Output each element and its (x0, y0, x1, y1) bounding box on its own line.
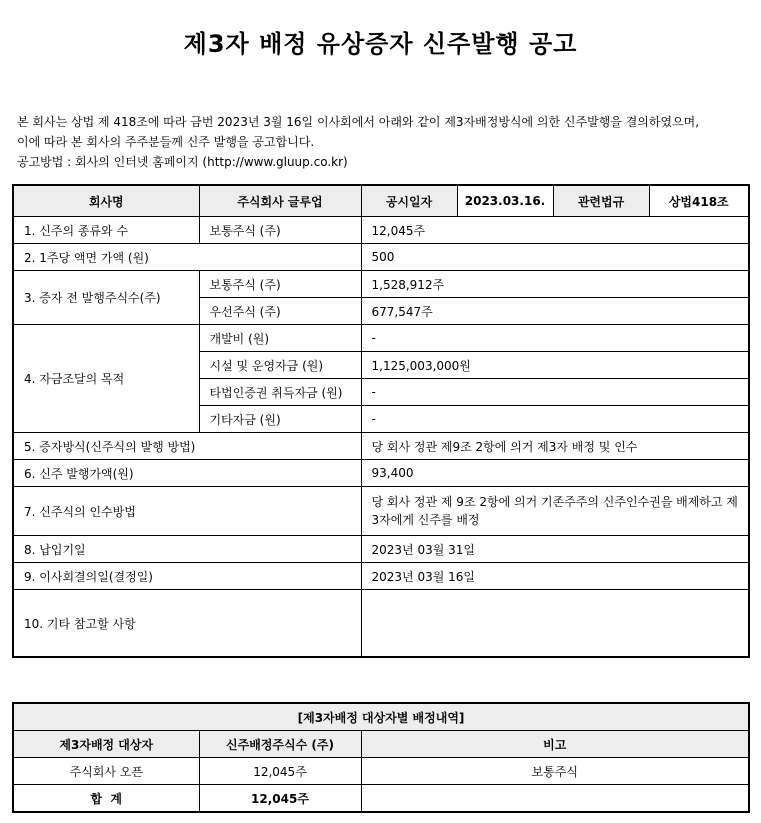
intro-line-3: 공고방법 : 회사의 인터넷 홈페이지 (http://www.gluup.co.kr) (17, 155, 348, 169)
row-value: - (361, 406, 749, 433)
row-value: 1,125,003,000원 (361, 352, 749, 379)
allocation-caption-row (13, 703, 749, 731)
table-row (13, 460, 749, 487)
table-row (13, 758, 749, 785)
row-sublabel: 보통주식 (주) (199, 217, 361, 244)
row-label: 6. 신주 발행가액(원) (13, 460, 361, 487)
row-value: - (361, 325, 749, 352)
table-row (13, 244, 749, 271)
table-row (13, 536, 749, 563)
company-name: 주식회사 글루업 (199, 185, 361, 217)
table-row (13, 487, 749, 536)
allocation-col-shares: 신주배정주식수 (주) (199, 731, 361, 758)
row-sublabel: 우선주식 (주) (199, 298, 361, 325)
row-sublabel: 보통주식 (주) (199, 271, 361, 298)
allocation-header-row (13, 731, 749, 758)
row-label: 9. 이사회결의일(결정일) (13, 563, 361, 590)
allocation-col-note: 비고 (361, 731, 749, 758)
allocation-total-row (13, 785, 749, 813)
allocation-recipient: 주식회사 오픈 (13, 758, 199, 785)
disclosure-date: 2023.03.16. (457, 185, 553, 217)
row-value: 93,400 (361, 460, 749, 487)
row-label: 8. 납입기일 (13, 536, 361, 563)
allocation-total-label: 합 계 (13, 785, 199, 813)
row-sublabel: 시설 및 운영자금 (원) (199, 352, 361, 379)
row-label: 10. 기타 참고할 사항 (13, 590, 361, 658)
table-row (13, 590, 749, 658)
allocation-shares: 12,045주 (199, 758, 361, 785)
allocation-caption: [제3자배정 대상자별 배정내역] (13, 703, 749, 731)
row-label: 3. 증자 전 발행주식수(주) (13, 271, 199, 325)
row-label: 4. 자금조달의 목적 (13, 325, 199, 433)
row-value: 1,528,912주 (361, 271, 749, 298)
row-value: 677,547주 (361, 298, 749, 325)
related-law: 상법418조 (649, 185, 749, 217)
table-row (13, 325, 749, 352)
row-label: 1. 신주의 종류와 수 (13, 217, 199, 244)
company-label: 회사명 (13, 185, 199, 217)
row-value: 500 (361, 244, 749, 271)
allocation-note: 보통주식 (361, 758, 749, 785)
row-label: 2. 1주당 액면 가액 (원) (13, 244, 361, 271)
row-value: 2023년 03월 16일 (361, 563, 749, 590)
intro-line-2: 이에 따라 본 회사의 주주분들께 신주 발행을 공고합니다. (17, 135, 315, 149)
row-value: 12,045주 (361, 217, 749, 244)
allocation-table (12, 702, 750, 813)
row-value: - (361, 379, 749, 406)
row-value: 2023년 03월 31일 (361, 536, 749, 563)
allocation-col-recipient: 제3자배정 대상자 (13, 731, 199, 758)
row-label: 5. 증자방식(신주식의 발행 방법) (13, 433, 361, 460)
page-title: 제3자 배정 유상증자 신주발행 공고 (183, 30, 578, 58)
disclosure-date-label: 공시일자 (361, 185, 457, 217)
table-row (13, 217, 749, 244)
row-sublabel: 개발비 (원) (199, 325, 361, 352)
table-row (13, 563, 749, 590)
row-sublabel: 타법인증권 취득자금 (원) (199, 379, 361, 406)
row-value: 당 회사 정관 제 9조 2항에 의거 기존주주의 신주인수권을 배제하고 제 3자에게 신주를 배정 (361, 487, 749, 536)
row-sublabel: 기타자금 (원) (199, 406, 361, 433)
header-row (13, 185, 749, 217)
intro-text (17, 112, 747, 172)
allocation-total-note (361, 785, 749, 813)
row-value (361, 590, 749, 658)
issuance-details-table (12, 184, 750, 658)
related-law-label: 관련법규 (553, 185, 649, 217)
allocation-total-shares: 12,045주 (199, 785, 361, 813)
table-row (13, 433, 749, 460)
row-label: 7. 신주식의 인수방법 (13, 487, 361, 536)
table-row (13, 271, 749, 298)
intro-line-1: 본 회사는 상법 제 418조에 따라 금번 2023년 3월 16일 이사회에서 아래와 같이 제3자배정방식에 의한 신주발행을 결의하였으며, (17, 115, 700, 129)
row-value: 당 회사 정관 제9조 2항에 의거 제3자 배정 및 인수 (361, 433, 749, 460)
